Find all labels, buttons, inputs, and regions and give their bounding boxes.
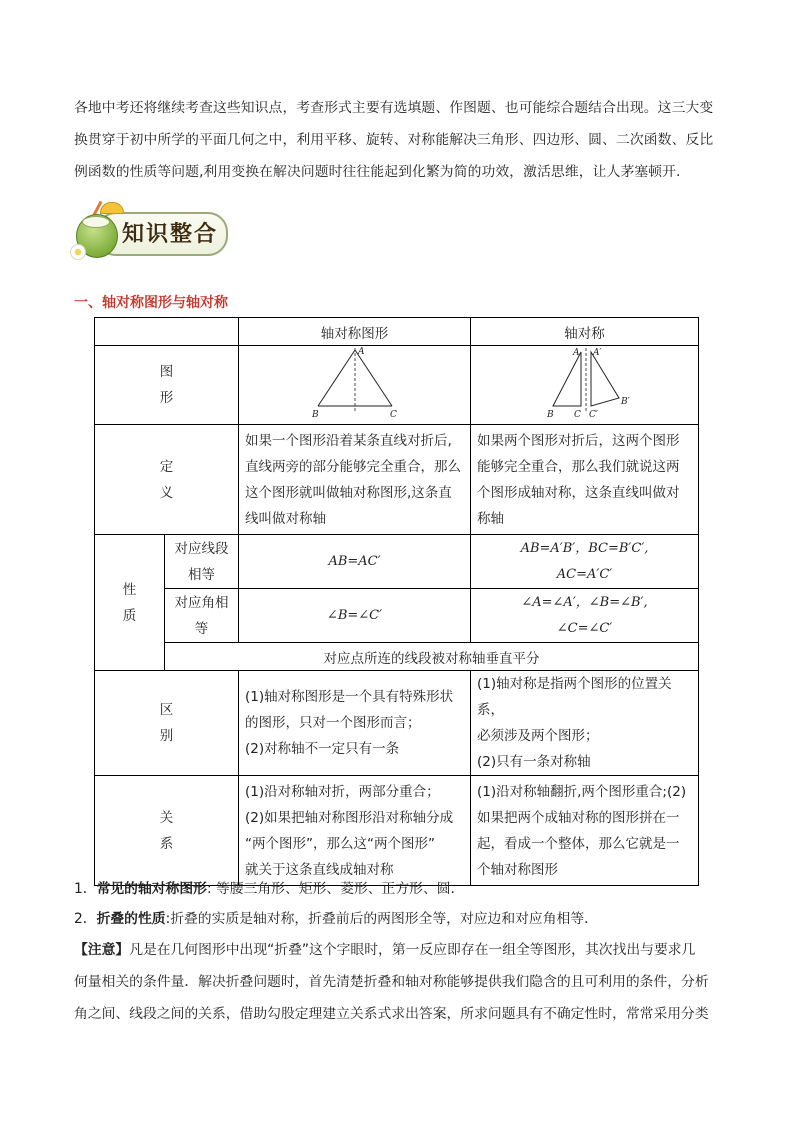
figure-row-label: [95, 346, 239, 425]
list-item-2-term: 折叠的性质: [96, 911, 166, 927]
definition-axisymmetric: [239, 425, 471, 535]
prop-ang-label-line-1: 对应角相: [174, 594, 229, 611]
relation-1-line-4: 就关于这条直线成轴对称: [245, 861, 394, 878]
mirrored-triangles-figure: [515, 346, 655, 420]
relation-2-line-1: (1)沿对称轴翻折,两个图形重合;(2): [477, 783, 687, 800]
relation-1-line-1: (1)沿对称轴对折，两部分重合；: [245, 783, 440, 800]
prop-ang-axial-symmetry: [471, 589, 699, 643]
relation-row-label: [95, 776, 239, 886]
list-item-2-number: 2．: [74, 911, 97, 927]
header-col2: 轴对称: [471, 318, 699, 346]
definition-1-line-4: 线叫做对称轴: [245, 510, 326, 527]
note-line-1-text: 凡是在几何图形中出现“折叠”这个字眼时，第一反应即存在一组全等图形，其次找出与要求几: [129, 942, 696, 958]
flower-icon: [70, 244, 86, 260]
relation-axial-symmetry: [471, 776, 699, 886]
fig2-label-b: B: [546, 410, 554, 420]
header-empty-cell: [95, 318, 239, 346]
definition-1-line-3: 这个图形就叫做轴对称图形,这条直: [245, 484, 452, 501]
banner-title: 知识整合: [122, 221, 219, 247]
list-item: [74, 904, 724, 934]
difference-label-char-1: 区: [159, 702, 174, 718]
relation-2-line-2: 如果把两个成轴对称的图形拼在一: [477, 809, 680, 826]
prop-seg-label: [165, 535, 239, 589]
definition-1-line-1: 如果一个图形沿着某条直线对折后,: [245, 432, 452, 449]
prop-ang-axisymmetric: ∠B=∠C′: [239, 589, 471, 643]
relation-axisymmetric: [239, 776, 471, 886]
list-item-1-term: 常见的轴对称图形: [96, 881, 207, 897]
definition-2-line-1: 如果两个图形对折后，这两个图形: [477, 432, 680, 449]
difference-1-line-1: (1)轴对称图形是一个具有特殊形状: [245, 689, 454, 705]
knowledge-banner: [70, 200, 230, 268]
fig2-label-a: A: [572, 348, 579, 358]
definition-2-line-3: 个图形成轴对称，这条直线叫做对: [477, 484, 680, 501]
prop-ang-2-line-2: ∠C=∠C′: [556, 620, 613, 636]
definition-2-line-4: 称轴: [477, 510, 504, 527]
fig2-label-b2: B′: [620, 397, 630, 407]
note-line-2: 何量相关的条件量．解决折叠问题时，首先清楚折叠和轴对称能够提供我们隐含的且可利用的条件，分析: [74, 974, 709, 990]
section-heading: 一、轴对称图形与轴对称: [74, 295, 228, 311]
list-item-1-text: : 等腰三角形、矩形、菱形、正方形、圆.: [206, 881, 455, 897]
property-label-char-1: 性: [122, 581, 137, 598]
prop-seg-label-line-1: 对应线段: [174, 540, 229, 557]
definition-label-char-2: 义: [159, 484, 174, 501]
list-item: [74, 874, 724, 904]
list-item-1-number: 1．: [74, 881, 97, 897]
note-paragraph: [74, 934, 724, 1030]
definition-axial-symmetry: [471, 425, 699, 535]
intro-paragraph: [74, 92, 724, 188]
header-col1: 轴对称图形: [239, 318, 471, 346]
prop-seg-2-line-2: AC=A′C′: [556, 566, 613, 582]
figure-axisymmetric: [239, 346, 471, 425]
fig2-label-c2: C′: [588, 410, 598, 420]
definition-label-char-1: 定: [159, 458, 174, 475]
umbrella-icon: [100, 202, 124, 214]
property-label-char-2: 质: [122, 607, 137, 624]
difference-2-line-3: (2)只有一条对称轴: [477, 754, 591, 770]
difference-2-line-1: (1)轴对称是指两个图形的位置关系，: [477, 676, 672, 718]
note-line-1: [74, 934, 724, 966]
difference-axial-symmetry: [471, 671, 699, 776]
intro-line-1: 各地中考还将继续考查这些知识点，考查形式主要有选填题、作图题、也可能综合题结合出现。这三大变: [74, 100, 714, 116]
fig2-label-c: C: [573, 410, 581, 420]
prop-seg-2-line-1: AB=A′B′，BC=B′C′,: [520, 540, 649, 556]
fig2-label-a2: A′: [592, 348, 602, 358]
relation-2-line-4: 个轴对称图形: [477, 861, 558, 878]
property-list: [74, 874, 724, 934]
figure-label-char-1: 图: [159, 364, 174, 380]
prop-seg-axial-symmetry: [471, 535, 699, 589]
fig1-label-a: A: [357, 347, 364, 357]
prop-ang-label-line-2: 等: [194, 620, 209, 637]
property-row-label: [95, 535, 165, 671]
coconut-top-icon: [82, 216, 110, 228]
note-bracket: 【注意】: [74, 942, 130, 958]
intro-line-3: 例函数的性质等问题,利用变换在解决问题时往往能起到化繁为简的功效，激活思维，让人茅塞顿开.: [74, 164, 681, 180]
difference-1-line-2: 的图形，只对一个图形而言；: [245, 715, 421, 731]
definition-2-line-2: 能够完全重合，那么我们就说这两: [477, 458, 680, 475]
difference-2-line-2: 必须涉及两个图形；: [477, 728, 599, 744]
prop-ang-label: [165, 589, 239, 643]
prop-seg-axisymmetric: AB=AC′: [239, 535, 471, 589]
fig1-label-c: C: [389, 410, 397, 420]
list-item-2-text: :折叠的实质是轴对称，折叠前后的两图形全等，对应边和对应角相等．: [165, 911, 598, 927]
note-line-3: 角之间、线段之间的关系，借助勾股定理建立关系式求出答案，所求问题具有不确定性时，常常采用分类: [74, 1006, 709, 1022]
difference-axisymmetric: [239, 671, 471, 776]
prop-common: 对应点所连的线段被对称轴垂直平分: [165, 643, 699, 671]
fig1-label-b: B: [311, 410, 319, 420]
difference-label-char-2: 别: [159, 728, 174, 744]
figure-label-char-2: 形: [159, 390, 174, 406]
intro-line-2: 换贯穿于初中所学的平面几何之中，利用平移、旋转、对称能解决三角形、四边形、圆、二次函数、反比: [74, 132, 714, 148]
difference-1-line-3: (2)对称轴不一定只有一条: [245, 741, 400, 757]
relation-1-line-3: “两个图形”，那么这“两个图形”: [245, 835, 435, 852]
relation-1-line-2: (2)如果把轴对称图形沿对称轴分成: [245, 809, 454, 826]
definition-1-line-2: 直线两旁的部分能够完全重合，那么: [245, 458, 461, 475]
relation-label-char-2: 系: [159, 835, 174, 852]
definition-row-label: [95, 425, 239, 535]
symmetry-table: [94, 317, 699, 886]
prop-seg-label-line-2: 相等: [188, 566, 215, 583]
relation-2-line-3: 起，看成一个整体，那么它就是一: [477, 835, 680, 852]
relation-label-char-1: 关: [159, 809, 174, 826]
prop-ang-2-line-1: ∠A=∠A′，∠B=∠B′,: [521, 594, 648, 610]
difference-row-label: [95, 671, 239, 776]
isosceles-triangle-figure: [300, 346, 410, 420]
figure-axial-symmetry: [471, 346, 699, 425]
